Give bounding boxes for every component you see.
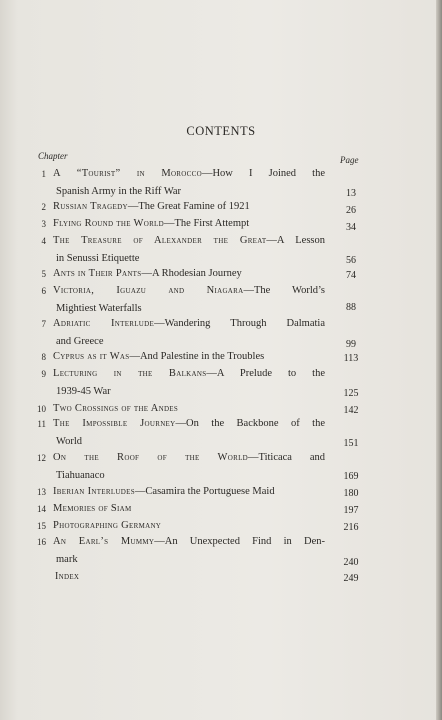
chapter-title-line xyxy=(53,418,325,429)
chapter-title-line xyxy=(53,368,325,379)
chapter-title: Lecturing in the Balkans xyxy=(53,368,207,379)
chapter-number: 5 xyxy=(41,269,46,279)
chapter-subtitle-continued: Tiahuanaco xyxy=(56,470,105,481)
chapter-number: 1 xyxy=(41,169,46,179)
chapter-number: 15 xyxy=(37,521,46,531)
chapter-number: 11 xyxy=(37,419,46,429)
chapter-number: 9 xyxy=(41,369,46,379)
chapter-page-number: 13 xyxy=(346,188,356,199)
chapter-subtitle: —And Palestine in the Troubles xyxy=(129,351,265,362)
chapter-title: Russian Tragedy xyxy=(53,201,128,212)
chapter-title: The Impossible Journey xyxy=(53,418,176,429)
chapter-title: Iberian Interludes xyxy=(53,486,135,497)
chapter-page-number: 56 xyxy=(346,255,356,266)
chapter-page-number: 216 xyxy=(343,522,359,533)
chapter-title: Victoria, Iguazu and Niagara xyxy=(53,285,244,296)
chapter-subtitle: —An Unexpected Find in Den- xyxy=(154,536,325,547)
chapter-title-line xyxy=(53,318,325,329)
chapter-number: 6 xyxy=(41,286,46,296)
chapter-page-number: 151 xyxy=(343,438,359,449)
chapter-subtitle: —A Rhodesian Journey xyxy=(141,268,242,279)
chapter-number: 2 xyxy=(41,202,46,212)
chapter-subtitle: —The Great Famine of 1921 xyxy=(127,201,250,212)
chapter-subtitle-continued: in Senussi Etiquette xyxy=(56,253,140,264)
contents-heading: CONTENTS xyxy=(186,124,256,138)
chapter-title-line xyxy=(53,235,325,246)
chapter-title-line xyxy=(53,520,325,531)
chapter-title: Memories of Siam xyxy=(53,503,132,514)
chapter-title: Adriatic Interlude xyxy=(53,318,155,329)
chapter-page-number: 88 xyxy=(346,302,356,313)
chapter-page-number: 34 xyxy=(346,222,356,233)
chapter-title-line xyxy=(53,503,325,514)
chapter-subtitle: —A Lesson xyxy=(266,235,325,246)
chapter-title: Ants in Their Pants xyxy=(53,268,142,279)
chapter-number: 16 xyxy=(37,537,46,547)
chapter-title-line xyxy=(53,486,325,497)
chapter-page-number: 180 xyxy=(343,488,359,499)
chapter-subtitle: —Casamira the Portuguese Maid xyxy=(134,486,275,497)
chapter-page-number: 74 xyxy=(346,270,356,281)
chapter-subtitle-continued: Mightiest Waterfalls xyxy=(56,303,142,314)
chapter-subtitle: —A Prelude to the xyxy=(206,368,325,379)
chapter-number: 7 xyxy=(41,319,46,329)
index-entry-label: Index xyxy=(55,571,80,582)
chapter-title-line xyxy=(53,218,325,229)
chapter-subtitle-continued: and Greece xyxy=(56,336,104,347)
chapter-subtitle-continued: mark xyxy=(56,554,78,565)
chapter-title: The Treasure of Alexander the Great xyxy=(53,235,267,246)
chapter-title-line xyxy=(53,452,325,463)
page-column-header: Page xyxy=(340,155,359,165)
chapter-page-number: 197 xyxy=(343,505,359,516)
chapter-title-line xyxy=(53,285,325,296)
chapter-subtitle: —Wandering Through Dalmatia xyxy=(154,318,326,329)
chapter-title: Photographing Germany xyxy=(53,520,162,531)
chapter-column-header: Chapter xyxy=(38,151,68,161)
chapter-subtitle-continued: Spanish Army in the Riff War xyxy=(56,186,182,197)
chapter-number: 4 xyxy=(41,236,46,246)
chapter-title: Cyprus as it Was xyxy=(53,351,130,362)
chapter-number: 12 xyxy=(37,453,46,463)
chapter-title-line xyxy=(53,536,325,547)
index-entry-page: 249 xyxy=(343,573,359,584)
chapter-title: Two Crossings of the Andes xyxy=(53,403,179,414)
chapter-subtitle: —The First Attempt xyxy=(164,218,250,229)
chapter-title: On the Roof of the World xyxy=(53,452,249,463)
chapter-page-number: 113 xyxy=(343,353,359,364)
chapter-subtitle-continued: 1939-45 War xyxy=(56,386,111,397)
chapter-title: An Earl’s Mummy xyxy=(53,536,155,547)
chapter-title-line xyxy=(53,351,325,362)
chapter-number: 8 xyxy=(41,352,46,362)
chapter-title-line xyxy=(53,168,325,179)
chapter-page-number: 169 xyxy=(343,471,359,482)
chapter-number: 3 xyxy=(41,219,46,229)
chapter-page-number: 26 xyxy=(346,205,356,216)
chapter-subtitle-continued: World xyxy=(56,436,82,447)
chapter-title-line xyxy=(53,403,325,414)
chapter-page-number: 125 xyxy=(343,388,359,399)
chapter-subtitle: —The World’s xyxy=(243,285,325,296)
chapter-subtitle: —On the Backbone of the xyxy=(175,418,325,429)
chapter-subtitle: —Titicaca and xyxy=(248,452,325,463)
chapter-number: 13 xyxy=(37,487,46,497)
chapter-subtitle: —How I Joined the xyxy=(201,168,326,179)
chapter-page-number: 142 xyxy=(343,405,359,416)
chapter-page-number: 99 xyxy=(346,339,356,350)
chapter-title: Flying Round the World xyxy=(53,218,164,229)
chapter-page-number: 240 xyxy=(343,557,359,568)
chapter-title-line xyxy=(53,268,325,279)
chapter-number: 14 xyxy=(37,504,46,514)
chapter-title-line xyxy=(53,201,325,212)
chapter-title: A “Tourist” in Morocco xyxy=(53,168,202,179)
chapter-number: 10 xyxy=(37,404,46,414)
